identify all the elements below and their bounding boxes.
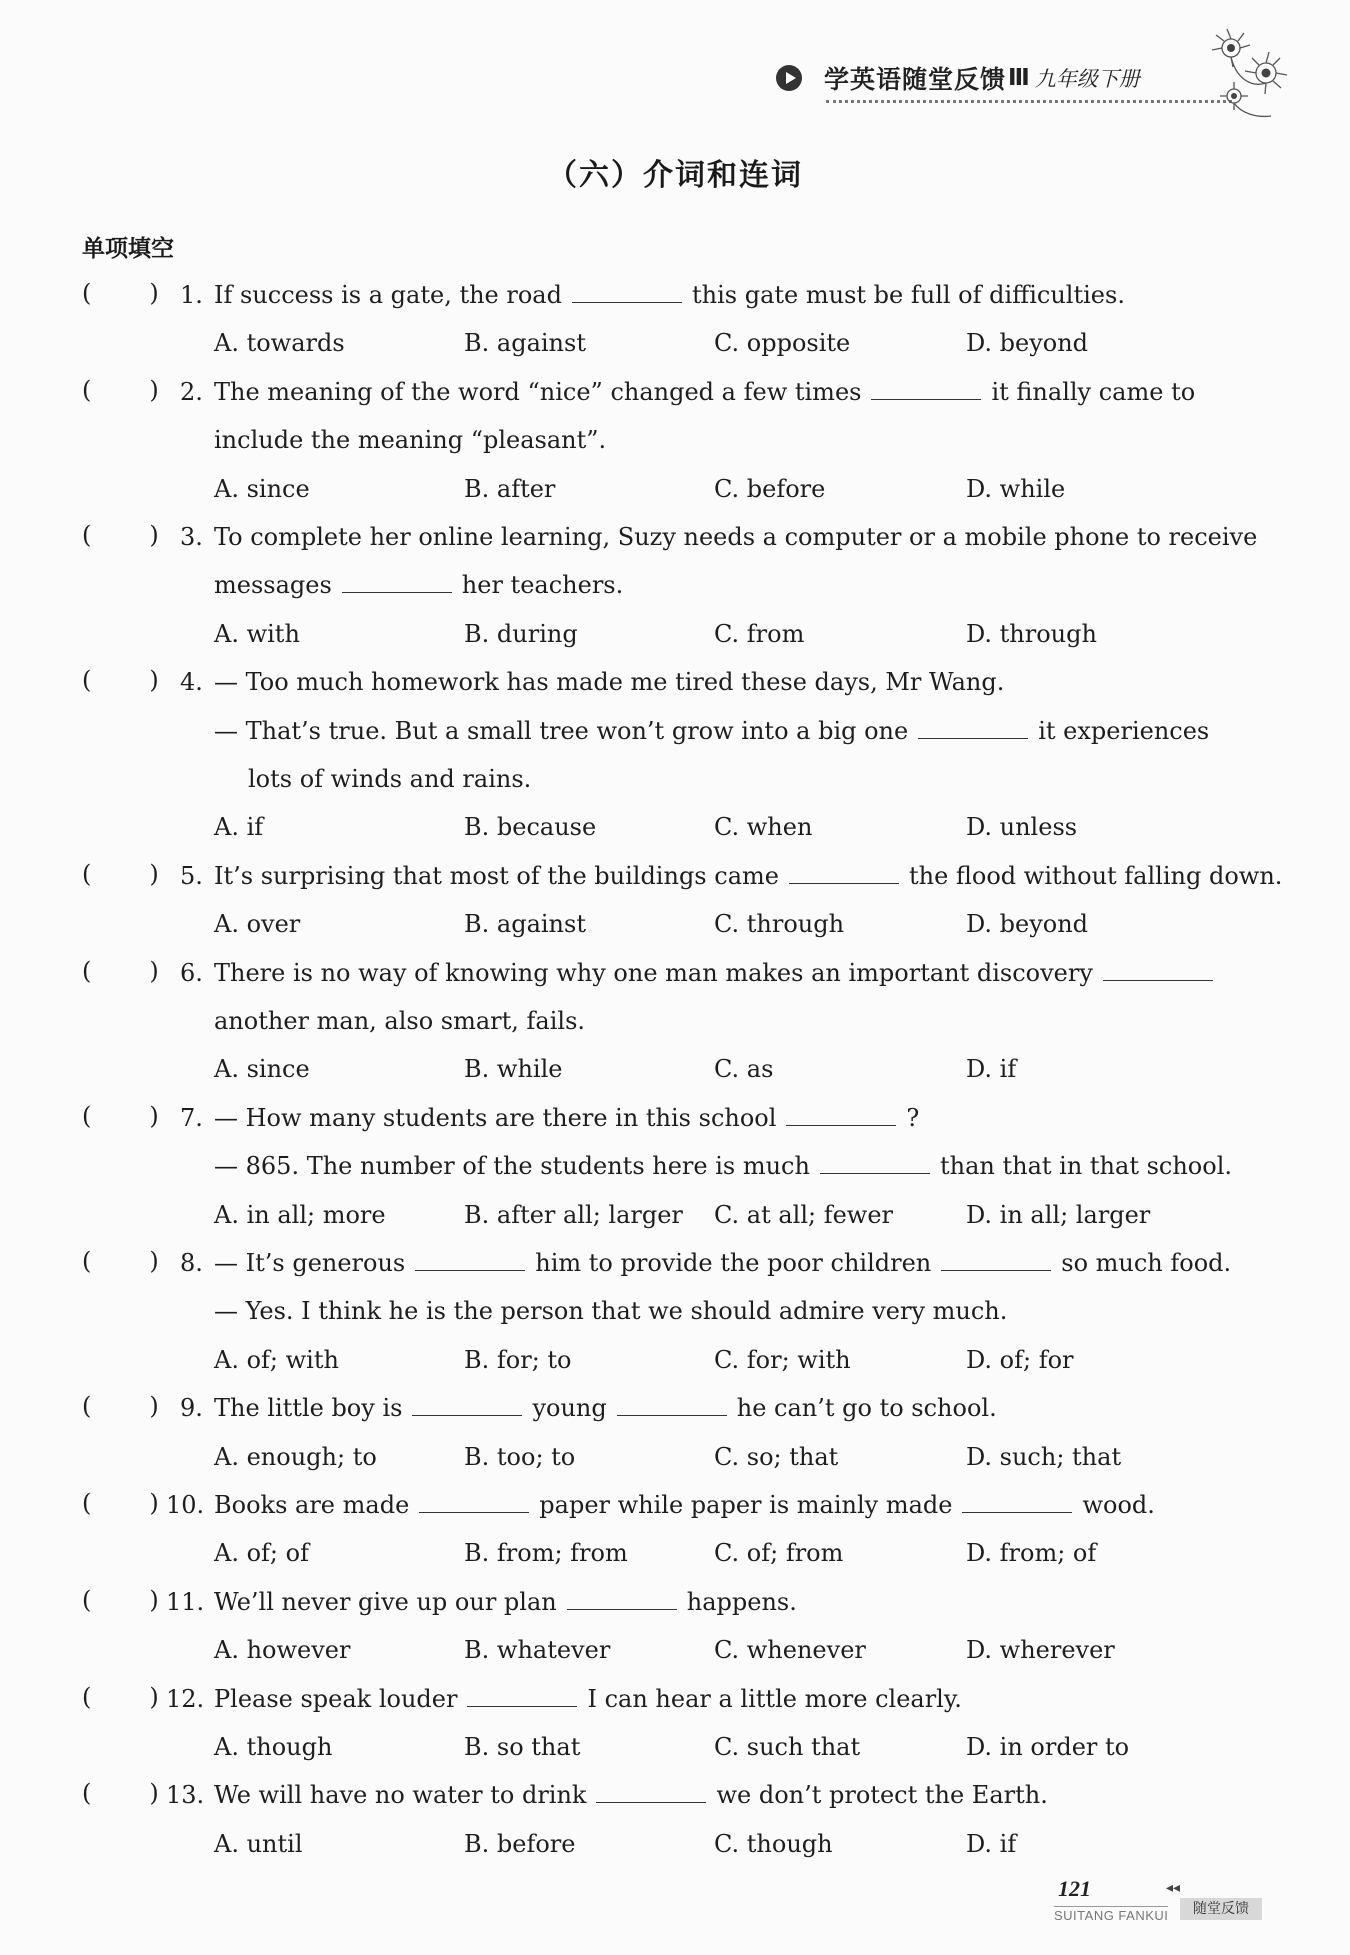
option-a[interactable]: A. enough; to: [214, 1442, 377, 1471]
question-text: — That’s true. But a small tree won’t grow into a big one: [214, 716, 909, 745]
brand-title: 学英语随堂反馈: [824, 65, 1007, 94]
question-text-line: [214, 1684, 962, 1714]
option-c[interactable]: C. so; that: [714, 1442, 839, 1471]
answer-blank[interactable]: [962, 1490, 1072, 1513]
question-text-line: [214, 1393, 997, 1423]
question-number: 4.: [180, 668, 203, 697]
question-text-line: [214, 1296, 1007, 1326]
option-c[interactable]: C. whenever: [714, 1636, 866, 1665]
option-b[interactable]: B. whatever: [464, 1636, 611, 1665]
question-number: 2.: [180, 377, 203, 406]
option-b[interactable]: B. against: [464, 329, 586, 358]
option-d[interactable]: D. through: [966, 619, 1097, 648]
option-d[interactable]: D. while: [966, 474, 1066, 503]
question-text-line: [214, 1248, 1231, 1278]
answer-bracket[interactable]: ( ): [82, 1585, 159, 1614]
question-text: ?: [906, 1103, 920, 1132]
option-b[interactable]: B. before: [464, 1829, 576, 1858]
question-number: 6.: [180, 958, 203, 987]
answer-blank[interactable]: [789, 861, 899, 884]
option-d[interactable]: D. wherever: [966, 1636, 1115, 1665]
option-b[interactable]: B. after: [464, 474, 556, 503]
answer-bracket[interactable]: ( ): [82, 859, 159, 888]
option-b[interactable]: B. against: [464, 910, 586, 939]
answer-blank[interactable]: [567, 1587, 677, 1610]
question-text-line: [214, 570, 623, 600]
question-text: — How many students are there in this school: [214, 1103, 777, 1132]
answer-bracket[interactable]: ( ): [82, 1392, 159, 1421]
option-b[interactable]: B. after all; larger: [464, 1200, 683, 1229]
section-subheading: 单项填空: [82, 236, 174, 262]
answer-blank[interactable]: [467, 1684, 577, 1707]
option-d[interactable]: D. such; that: [966, 1442, 1122, 1471]
question-text: so much food.: [1061, 1249, 1232, 1277]
answer-blank[interactable]: [617, 1393, 727, 1416]
option-c[interactable]: C. such that: [714, 1733, 861, 1761]
option-a[interactable]: A. until: [214, 1829, 303, 1858]
answer-bracket[interactable]: ( ): [82, 1101, 159, 1130]
option-a[interactable]: A. over: [214, 910, 301, 939]
answer-bracket[interactable]: ( ): [82, 666, 159, 695]
answer-blank[interactable]: [342, 570, 452, 593]
answer-bracket[interactable]: ( ): [82, 375, 159, 404]
option-a[interactable]: A. with: [214, 619, 300, 648]
option-a[interactable]: A. however: [214, 1636, 351, 1665]
question-text: her teachers.: [461, 571, 624, 600]
question-text-line: [248, 764, 531, 794]
question-text: we don’t protect the Earth.: [716, 1781, 1048, 1810]
option-c[interactable]: C. opposite: [714, 329, 851, 358]
question-text: messages: [214, 571, 332, 600]
answer-bracket[interactable]: ( ): [82, 1682, 159, 1711]
answer-blank[interactable]: [871, 377, 981, 400]
question-text: — It’s generous: [214, 1249, 406, 1277]
question-text: To complete her online learning, Suzy needs a computer or a mobile phone to receive: [214, 523, 1258, 551]
question-text: happens.: [686, 1587, 797, 1616]
question-text: — Too much homework has made me tired these days, Mr Wang.: [214, 668, 1005, 697]
question-number: 7.: [180, 1103, 203, 1132]
answer-bracket[interactable]: ( ): [82, 1489, 159, 1517]
question-text-line: [214, 1490, 1155, 1520]
header-brand: [776, 60, 1140, 96]
question-text-line: [214, 377, 1195, 407]
question-text: wood.: [1082, 1491, 1155, 1519]
page-arrows-icon: ◂◂: [1166, 1880, 1181, 1896]
answer-blank[interactable]: [596, 1780, 706, 1803]
grade-label: 九年级下册: [1034, 67, 1140, 91]
question-text-line: [214, 425, 606, 455]
option-d[interactable]: D. from; of: [966, 1539, 1097, 1568]
question-text-line: [214, 667, 1004, 697]
option-d[interactable]: D. of; for: [966, 1345, 1074, 1374]
answer-blank[interactable]: [941, 1248, 1051, 1271]
footer-series-chinese: 随堂反馈: [1180, 1898, 1262, 1920]
option-b[interactable]: B. from; from: [464, 1539, 628, 1568]
question-number: 8.: [180, 1249, 203, 1277]
option-a[interactable]: A. of; of: [214, 1539, 309, 1568]
answer-blank[interactable]: [572, 280, 682, 303]
option-a[interactable]: A. in all; more: [214, 1200, 386, 1229]
answer-bracket[interactable]: ( ): [82, 279, 159, 307]
option-a[interactable]: A. if: [214, 813, 264, 842]
question-text: — Yes. I think he is the person that we should admire very much.: [214, 1297, 1008, 1326]
option-c[interactable]: C. as: [714, 1055, 774, 1084]
option-b[interactable]: B. too; to: [464, 1442, 576, 1471]
question-text: young: [532, 1394, 607, 1423]
option-d[interactable]: D. if: [966, 1055, 1017, 1084]
question-number: 11.: [166, 1587, 205, 1616]
option-c[interactable]: C. from: [714, 619, 805, 648]
option-d[interactable]: D. beyond: [966, 910, 1089, 939]
option-b[interactable]: B. because: [464, 813, 597, 842]
question-text: We’ll never give up our plan: [214, 1587, 557, 1616]
option-c[interactable]: C. for; with: [714, 1345, 851, 1374]
option-b[interactable]: B. while: [464, 1055, 563, 1084]
question-text-line: [214, 522, 1257, 552]
question-text-line: [214, 1780, 1048, 1810]
answer-blank[interactable]: [786, 1103, 896, 1126]
option-c[interactable]: C. before: [714, 474, 826, 503]
question-text-line: [214, 861, 1282, 891]
option-d[interactable]: D. in order to: [966, 1733, 1130, 1761]
option-a[interactable]: A. though: [214, 1733, 333, 1761]
option-a[interactable]: A. towards: [214, 329, 345, 358]
option-c[interactable]: C. when: [714, 813, 813, 842]
option-c[interactable]: C. through: [714, 910, 845, 939]
option-d[interactable]: D. unless: [966, 813, 1078, 842]
question-number: 5.: [180, 861, 203, 890]
question-text: he can’t go to school.: [736, 1394, 997, 1423]
question-number: 12.: [166, 1684, 205, 1713]
option-c[interactable]: C. at all; fewer: [714, 1200, 894, 1229]
option-b[interactable]: B. during: [464, 619, 578, 648]
question-text: the flood without falling down.: [908, 861, 1283, 890]
answer-blank[interactable]: [820, 1151, 930, 1174]
question-text: I can hear a little more clearly.: [587, 1684, 962, 1713]
question-text: paper while paper is mainly made: [539, 1491, 953, 1519]
answer-blank[interactable]: [415, 1248, 525, 1271]
option-b[interactable]: B. for; to: [464, 1345, 572, 1374]
question-text: lots of winds and rains.: [248, 765, 532, 793]
option-d[interactable]: D. in all; larger: [966, 1200, 1151, 1229]
question-text: than that in that school.: [939, 1152, 1233, 1181]
answer-bracket[interactable]: ( ): [82, 1779, 159, 1808]
brand-volume: Ⅲ: [1008, 65, 1031, 91]
question-text: The little boy is: [214, 1394, 403, 1423]
question-text-line: [214, 716, 1209, 746]
answer-blank[interactable]: [419, 1490, 529, 1513]
answer-blank[interactable]: [412, 1393, 522, 1416]
option-a[interactable]: A. since: [214, 474, 310, 503]
question-text: it experiences: [1038, 716, 1210, 745]
answer-bracket[interactable]: ( ): [82, 521, 159, 549]
option-a[interactable]: A. of; with: [214, 1345, 339, 1374]
answer-blank[interactable]: [918, 716, 1028, 739]
play-icon: [776, 65, 802, 91]
question-text: Please speak louder: [214, 1684, 458, 1713]
question-text: There is no way of knowing why one man makes an important discovery: [214, 958, 1093, 987]
question-text-line: [214, 1103, 919, 1133]
question-text: it finally came to: [991, 377, 1196, 406]
option-d[interactable]: D. beyond: [966, 329, 1089, 358]
option-a[interactable]: A. since: [214, 1055, 310, 1084]
question-text-line: [214, 1587, 797, 1617]
answer-bracket[interactable]: ( ): [82, 1247, 159, 1275]
question-number: 13.: [166, 1781, 205, 1810]
question-text: this gate must be full of difficulties.: [691, 281, 1125, 309]
question-number: 1.: [180, 281, 203, 309]
question-text: — 865. The number of the students here is much: [214, 1152, 810, 1181]
header-dotted-rule: [826, 100, 1232, 103]
footer-series-english: SUITANG FANKUI: [1054, 1908, 1169, 1923]
question-text: The meaning of the word “nice” changed a few times: [214, 377, 862, 406]
answer-blank[interactable]: [1103, 958, 1213, 981]
question-text: We will have no water to drink: [214, 1781, 587, 1810]
sunflower-decoration-icon: [1196, 18, 1306, 128]
section-title: （六）介词和连词: [547, 158, 803, 193]
question-text-line: [214, 1151, 1232, 1181]
question-text: another man, also smart, fails.: [214, 1007, 586, 1035]
option-c[interactable]: C. though: [714, 1829, 833, 1858]
answer-bracket[interactable]: ( ): [82, 956, 159, 985]
question-text-line: [214, 958, 1223, 988]
page-number: 121: [1058, 1876, 1091, 1901]
question-number: 9.: [180, 1394, 203, 1423]
question-number: 3.: [180, 523, 203, 551]
question-text: It’s surprising that most of the buildings came: [214, 861, 779, 890]
option-b[interactable]: B. so that: [464, 1733, 581, 1761]
question-text-line: [214, 280, 1125, 310]
question-number: 10.: [166, 1491, 205, 1519]
question-text: include the meaning “pleasant”.: [214, 426, 607, 455]
question-text: If success is a gate, the road: [214, 281, 562, 309]
question-text-line: [214, 1006, 585, 1036]
question-text: Books are made: [214, 1491, 410, 1519]
option-d[interactable]: D. if: [966, 1829, 1017, 1858]
option-c[interactable]: C. of; from: [714, 1539, 844, 1568]
question-text: him to provide the poor children: [535, 1249, 932, 1277]
